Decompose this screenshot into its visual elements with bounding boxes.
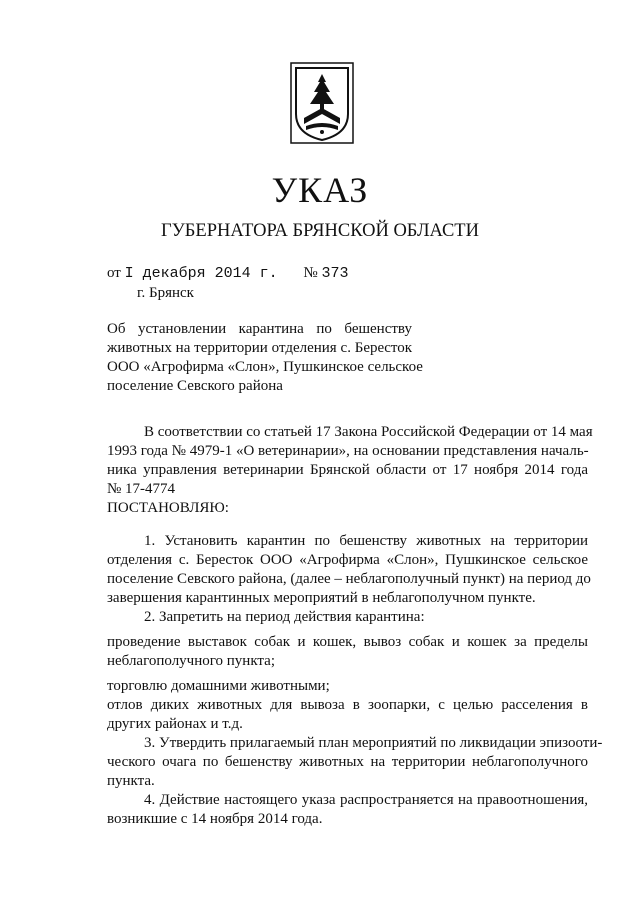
preamble-line: № 17-4774 (107, 481, 176, 497)
document-title: УКАЗ (271, 170, 369, 210)
subject-line: ООО «Агрофирма «Слон», Пушкинское сельское (107, 359, 423, 375)
decree-body (107, 423, 603, 829)
spacer (107, 518, 588, 532)
subject-line: животных на территории отделения с. Береcток (107, 340, 412, 356)
handwritten-date: I декабря 2014 г. (124, 265, 278, 282)
item-1-line: завершения карантинных мероприятий в неблагополучном пункте. (107, 590, 536, 606)
item-2-line: других районах и т.д. (107, 716, 243, 732)
document-issuer: ГУБЕРНАТОРА БРЯНСКОЙ ОБЛАСТИ (161, 221, 479, 241)
preamble-line: 1993 года № 4979-1 «О ветеринарии», на основании представления началь- (107, 443, 589, 459)
preamble-line: ника управления ветеринарии Брянской области от 17 ноября 2014 года (107, 462, 588, 478)
item-4-line: 4. Действие настоящего указа распространяется на правоотношения, (144, 792, 588, 808)
subject-line: поселение Севского района (107, 378, 283, 394)
item-3-line: ческого очага по бешенству животных на территории неблагополучного (107, 754, 588, 770)
preamble-line: В соответствии со статьей 17 Закона Российской Федерации от 14 мая (144, 424, 593, 440)
item-1-line: 1. Установить карантин по бешенству животных на территории (144, 533, 588, 549)
item-3-line: пункта. (107, 773, 155, 789)
item-4-line: возникшие с 14 ноября 2014 года. (107, 811, 323, 827)
item-1-line: отделения с. Береcток ООО «Агрофирма «Слон», Пушкинское сельское (107, 552, 588, 568)
item-2-line: проведение выставок собак и кошек, вывоз собак и кошек за пределы (107, 634, 588, 650)
item-1-line: поселение Севского района, (далее – неблагополучный пункт) на период до (107, 571, 591, 587)
item-2-line: неблагополучного пункта; (107, 653, 275, 669)
decree-number-label: № (303, 265, 318, 281)
city-line: г. Брянск (137, 285, 194, 301)
decree-number: 373 (321, 265, 349, 282)
decree-date-line (107, 264, 348, 283)
item-3-line: 3. Утвердить прилагаемый план мероприятий по ликвидации эпизооти- (144, 735, 603, 751)
decree-subject (107, 320, 423, 396)
item-2-line: 2. Запретить на период действия карантина: (144, 609, 425, 625)
coat-of-arms-icon (290, 62, 354, 144)
subject-line: Об установлении карантина по бешенству (107, 321, 412, 337)
date-prefix: от (107, 265, 121, 281)
item-2-line: отлов диких животных для вывоза в зоопарки, с целью расселения в (107, 697, 588, 713)
resolution-keyword: ПОСТАНОВЛЯЮ: (107, 500, 229, 516)
item-2-line: торговлю домашними животными; (107, 678, 330, 694)
